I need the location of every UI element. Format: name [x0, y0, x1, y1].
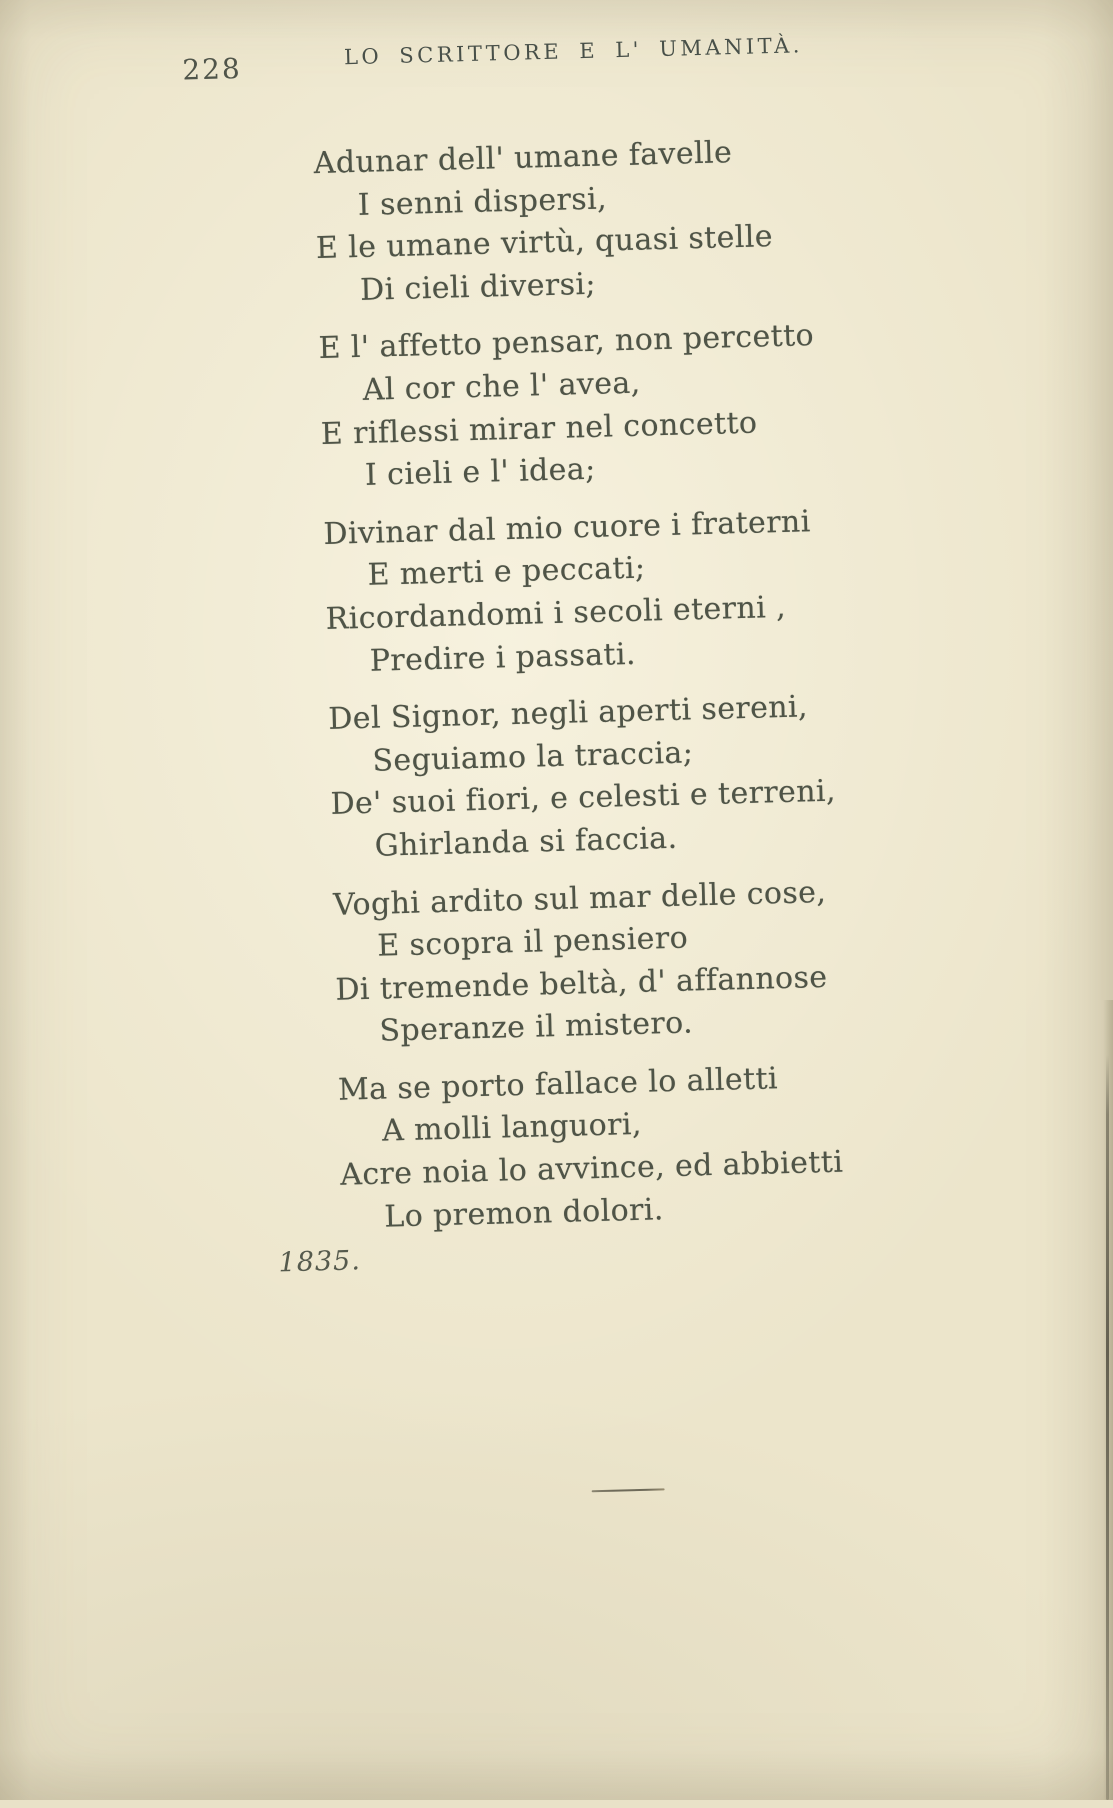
poem-line: E l' affetto pensar, non percetto: [318, 318, 815, 367]
poem-line: Al cor che l' avea,: [362, 365, 642, 408]
poem-line: Di tremende beltà, d' affannose: [334, 959, 828, 1008]
poem: [278, 130, 848, 1283]
poem-line: E riflessi mirar nel concetto: [320, 405, 758, 452]
poem-line: Adunar dell' umane favelle: [313, 135, 733, 182]
page-edge-line: [1106, 1055, 1109, 1800]
poem-line: Predire i passati.: [369, 636, 637, 679]
poem-line: Acre noia lo avvince, ed abbietti: [339, 1144, 844, 1193]
poem-line: Lo premon dolori.: [383, 1191, 665, 1235]
stanza: [338, 1056, 848, 1240]
poem-line: De' suoi fiori, e celesti e terreni,: [330, 773, 837, 823]
running-title: LO SCRITTORE E L' UMANITÀ.: [343, 33, 804, 70]
poem-line: E merti e peccati;: [367, 550, 646, 594]
poem-line: Del Signor, negli aperti sereni,: [327, 689, 809, 738]
poem-line: Ricordandomi i secoli eterni ,: [325, 589, 787, 637]
section-divider-rule: [592, 1488, 665, 1492]
poem-line: I senni dispersi,: [357, 181, 608, 223]
stanza: [328, 686, 838, 870]
poem-line: Di cieli diversi;: [359, 266, 597, 308]
poem-date: 1835.: [278, 1245, 362, 1279]
stanza: [313, 130, 823, 314]
poem-line: E le umane virtù, quasi stelle: [315, 219, 774, 267]
poem-line: I cieli e l' idea;: [364, 451, 597, 493]
poem-line: Ma se porto fallace lo alletti: [337, 1061, 779, 1108]
stanza: [318, 315, 828, 499]
stanza: [333, 871, 843, 1055]
stanza: [323, 500, 833, 684]
poem-line: Divinar dal mio cuore i fraterni: [323, 503, 812, 552]
page-number: 228: [181, 51, 243, 87]
poem-line: E scopra il pensiero: [376, 920, 689, 964]
poem-line: A molli languori,: [381, 1107, 643, 1150]
poem-line: Speranze il mistero.: [379, 1005, 694, 1049]
poem-line: Seguiamo la traccia;: [372, 735, 694, 779]
poem-line: Voghi ardito sul mar delle cose,: [332, 874, 827, 923]
poem-line: Ghirlanda si faccia.: [374, 820, 678, 864]
